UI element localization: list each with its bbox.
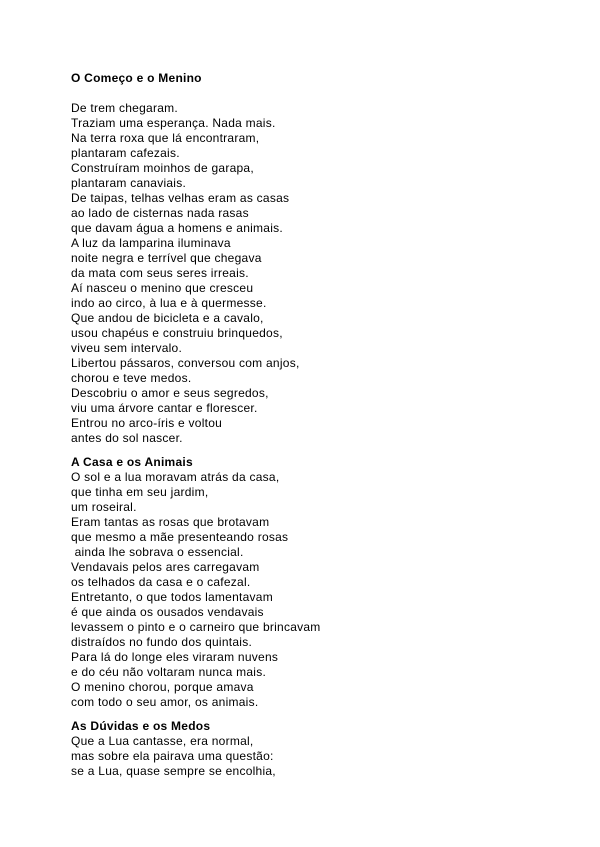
poem-line: De trem chegaram. [71, 101, 178, 115]
poem-content [71, 71, 541, 779]
poem-line: ao lado de cisternas nada rasas [71, 206, 249, 220]
poem-line: Que a Lua cantasse, era normal, [71, 734, 254, 748]
poem-line: levassem o pinto e o carneiro que brincavam [71, 620, 321, 634]
poem-line: plantaram canaviais. [71, 176, 187, 190]
poem-line: usou chapéus e construiu brinquedos, [71, 326, 283, 340]
poem-line: com todo o seu amor, os animais. [71, 695, 259, 709]
poem-line: da mata com seus seres irreais. [71, 266, 249, 280]
poem-line: que davam água a homens e animais. [71, 221, 283, 235]
poem-line: Vendavais pelos ares carregavam [71, 560, 260, 574]
poem-line: Para lá do longe eles viraram nuvens [71, 650, 279, 664]
poem-line: que tinha em seu jardim, [71, 485, 209, 499]
poem-line: noite negra e terrível que chegava [71, 251, 262, 265]
poem-line: Libertou pássaros, conversou com anjos, [71, 356, 300, 370]
poem-title: O Começo e o Menino [71, 71, 202, 85]
poem-line: indo ao circo, à lua e à quermesse. [71, 296, 267, 310]
poem-section-heading: A Casa e os Animais [71, 455, 193, 469]
poem-line: Que andou de bicicleta e a cavalo, [71, 311, 264, 325]
poem-line: os telhados da casa e o cafezal. [71, 575, 251, 589]
poem-line: Entrou no arco-íris e voltou [71, 416, 223, 430]
poem-line: um roseiral. [71, 500, 137, 514]
poem-line: e do céu não voltaram nunca mais. [71, 665, 267, 679]
poem-line: Construíram moinhos de garapa, [71, 161, 254, 175]
poem-line: Entretanto, o que todos lamentavam [71, 590, 273, 604]
poem-section [71, 719, 541, 779]
poem-line: De taipas, telhas velhas eram as casas [71, 191, 290, 205]
poem-line: distraídos no fundo dos quintais. [71, 635, 253, 649]
poem-line: se a Lua, quase sempre se encolhia, [71, 764, 276, 778]
poem-line: A luz da lamparina iluminava [71, 236, 231, 250]
poem-line: O sol e a lua moravam atrás da casa, [71, 470, 280, 484]
poem-section-heading: As Dúvidas e os Medos [71, 719, 211, 733]
poem-line: plantaram cafezais. [71, 146, 180, 160]
poem-line: ainda lhe sobrava o essencial. [71, 545, 244, 559]
poem-line: Aí nasceu o menino que cresceu [71, 281, 254, 295]
poem-line: Descobriu o amor e seus segredos, [71, 386, 269, 400]
poem-section [71, 71, 541, 446]
poem-line: antes do sol nascer. [71, 431, 183, 445]
poem-line: Traziam uma esperança. Nada mais. [71, 116, 276, 130]
poem-line: O menino chorou, porque amava [71, 680, 254, 694]
poem-line: Eram tantas as rosas que brotavam [71, 515, 270, 529]
poem-line: viveu sem intervalo. [71, 341, 183, 355]
poem-section [71, 455, 541, 710]
poem-line: mas sobre ela pairava uma questão: [71, 749, 274, 763]
poem-line: que mesmo a mãe presenteando rosas [71, 530, 289, 544]
poem-line: chorou e teve medos. [71, 371, 192, 385]
poem-line: Na terra roxa que lá encontraram, [71, 131, 260, 145]
poem-line: é que ainda os ousados vendavais [71, 605, 264, 619]
poem-line: viu uma árvore cantar e florescer. [71, 401, 258, 415]
